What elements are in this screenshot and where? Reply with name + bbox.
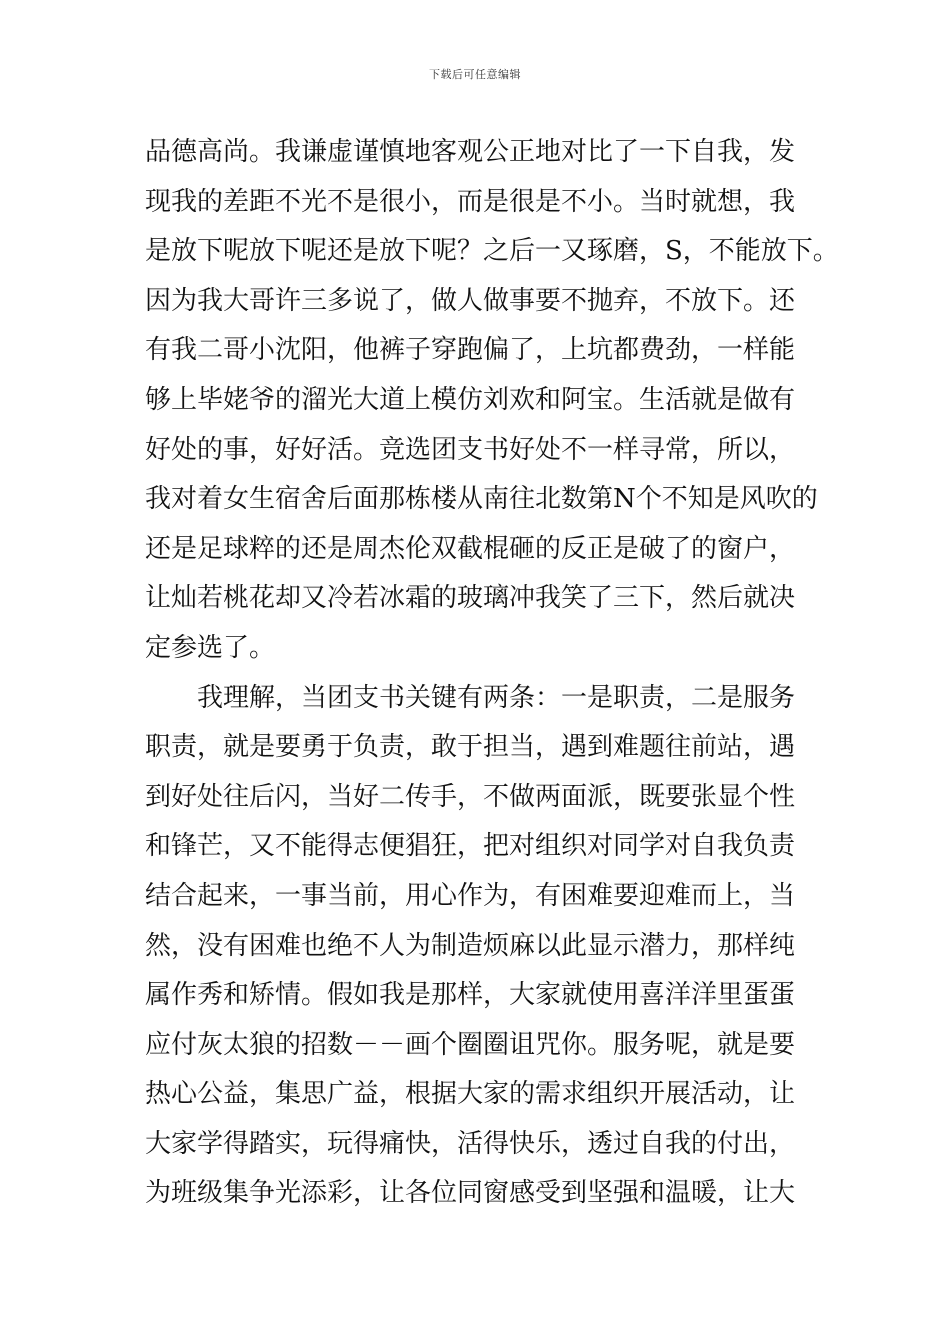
text-line: 职责，就是要勇于负责，敢于担当，遇到难题往前站，遇 xyxy=(145,732,796,763)
header-note: 下载后可任意编辑 xyxy=(429,68,521,81)
text-line: 是放下呢放下呢还是放下呢？之后一又琢磨，S，不能放下。 xyxy=(145,236,839,267)
text-line: 够上毕姥爷的溜光大道上模仿刘欢和阿宝。生活就是做有 xyxy=(145,384,796,415)
text-line: 好处的事，好好活。竞选团支书好处不一样寻常，所以， xyxy=(145,434,796,465)
text-line: 应付灰太狼的招数－－画个圈圈诅咒你。服务呢，就是要 xyxy=(145,1029,796,1060)
text-line: 我对着女生宿舍后面那栋楼从南往北数第N个不知是风吹的 xyxy=(145,484,818,515)
text-line: 为班级集争光添彩，让各位同窗感受到坚强和温暖，让大 xyxy=(145,1178,796,1209)
text-line: 让灿若桃花却又冷若冰霜的玻璃冲我笑了三下，然后就决 xyxy=(145,583,796,614)
text-line: 还是足球粹的还是周杰伦双截棍砸的反正是破了的窗户， xyxy=(145,533,796,564)
text-line: 有我二哥小沈阳，他裤子穿跑偏了，上坑都费劲，一样能 xyxy=(145,335,796,366)
text-line: 属作秀和矫情。假如我是那样，大家就使用喜洋洋里蛋蛋 xyxy=(145,980,796,1011)
text-line: 热心公益，集思广益，根据大家的需求组织开展活动，让 xyxy=(145,1079,796,1110)
text-line: 大家学得踏实，玩得痛快，活得快乐，透过自我的付出， xyxy=(145,1128,796,1159)
text-line: 然，没有困难也绝不人为制造烦麻以此显示潜力，那样纯 xyxy=(145,930,796,961)
text-line: 和锋芒，又不能得志便猖狂，把对组织对同学对自我负责 xyxy=(145,831,796,862)
paragraph-start-line: 我理解，当团支书关键有两条：一是职责，二是服务 xyxy=(145,682,796,713)
text-line: 定参选了。 xyxy=(145,632,276,663)
body-text xyxy=(145,128,839,1219)
text-line: 到好处往后闪，当好二传手，不做两面派，既要张显个性 xyxy=(145,781,796,812)
text-line: 因为我大哥许三多说了，做人做事要不抛弃，不放下。还 xyxy=(145,285,796,316)
text-line: 结合起来，一事当前，用心作为，有困难要迎难而上，当 xyxy=(145,880,796,911)
text-line: 品德高尚。我谦虚谨慎地客观公正地对比了一下自我，发 xyxy=(145,137,796,167)
text-line: 现我的差距不光不是很小，而是很是不小。当时就想，我 xyxy=(145,186,796,217)
